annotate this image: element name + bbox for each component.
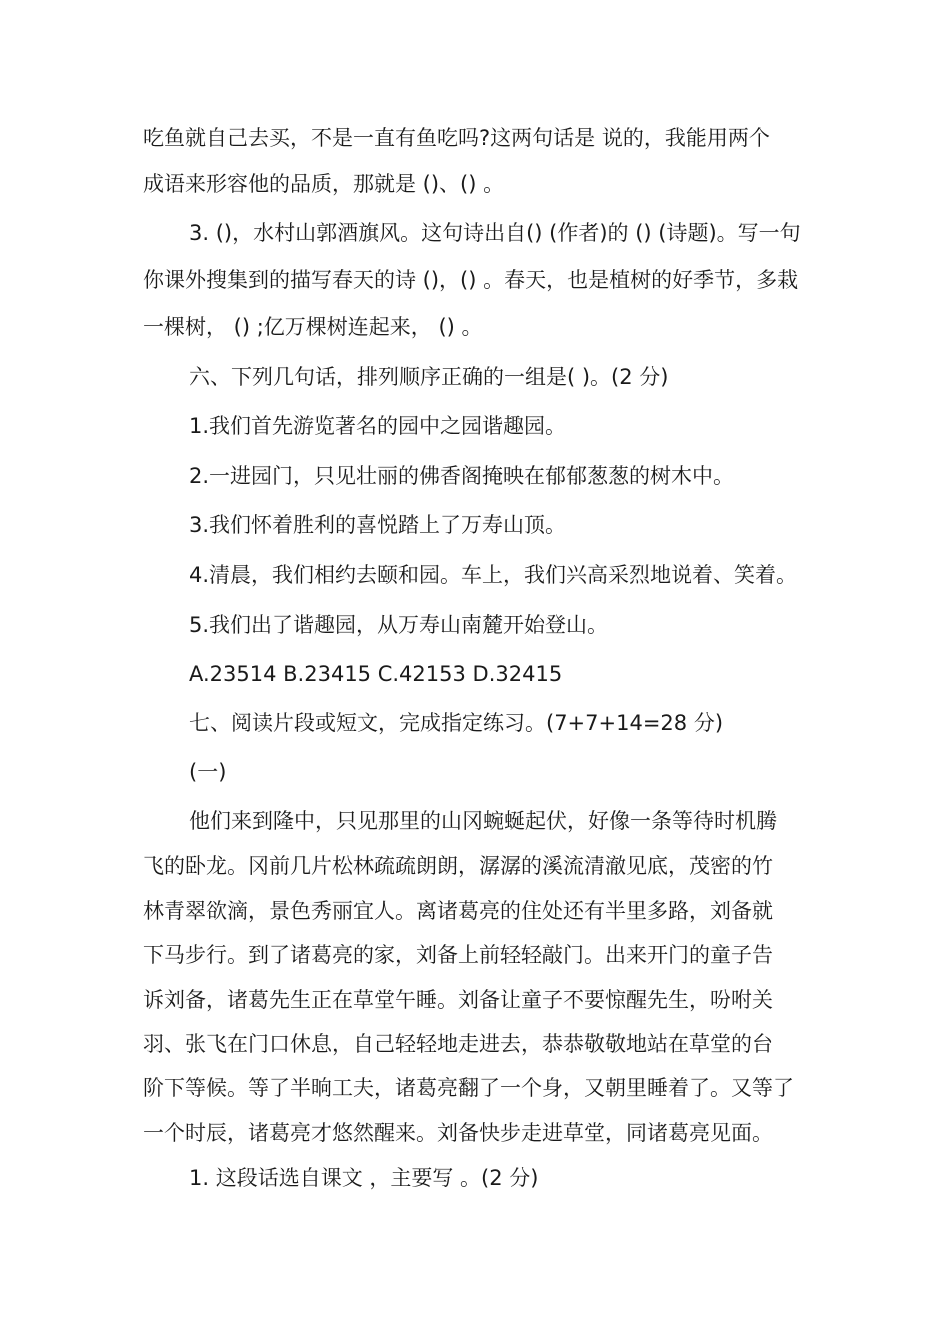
passage-line-7: 阶下等候。等了半晌工夫，诸葛亮翻了一个身，又朝里睡着了。又等了 bbox=[143, 1076, 794, 1100]
passage-line-3: 林青翠欲滴，景色秀丽宜人。离诸葛亮的住处还有半里多路，刘备就 bbox=[143, 899, 773, 923]
passage-question-1: 1. 这段话选自课文 ，主要写 。(2 分) bbox=[189, 1166, 539, 1190]
text-line-continuation-2: 成语来形容他的品质，那就是 ()、() 。 bbox=[143, 172, 505, 196]
section-6-heading: 六、下列几句话，排列顺序正确的一组是( )。(2 分) bbox=[189, 365, 669, 389]
passage-line-6: 羽、张飞在门口休息，自己轻轻地走进去，恭恭敬敬地站在草堂的台 bbox=[143, 1032, 773, 1056]
sentence-4: 4.清晨，我们相约去颐和园。车上，我们兴高采烈地说着、笑着。 bbox=[189, 563, 798, 587]
passage-line-8: 一个时辰，诸葛亮才悠然醒来。刘备快步走进草堂，同诸葛亮见面。 bbox=[143, 1121, 773, 1145]
passage-line-2: 飞的卧龙。冈前几片松林疏疏朗朗，潺潺的溪流清澈见底，茂密的竹 bbox=[143, 854, 773, 878]
sentence-5: 5.我们出了谐趣园，从万寿山南麓开始登山。 bbox=[189, 613, 609, 637]
sentence-3: 3.我们怀着胜利的喜悦踏上了万寿山顶。 bbox=[189, 513, 567, 537]
section-7-heading: 七、阅读片段或短文，完成指定练习。(7+7+14=28 分) bbox=[189, 711, 724, 735]
answer-options: A.23514 B.23415 C.42153 D.32415 bbox=[189, 662, 563, 686]
question-3-line-3: 一棵树， () ;亿万棵树连起来， () 。 bbox=[143, 315, 483, 339]
passage-line-5: 诉刘备，诸葛先生正在草堂午睡。刘备让童子不要惊醒先生，吩咐关 bbox=[143, 988, 773, 1012]
question-3-line-2: 你课外搜集到的描写春天的诗 ()，() 。春天，也是植树的好季节，多栽 bbox=[143, 268, 799, 292]
passage-1-label: (一) bbox=[189, 760, 227, 784]
passage-line-4: 下马步行。到了诸葛亮的家，刘备上前轻轻敲门。出来开门的童子告 bbox=[143, 943, 773, 967]
sentence-2: 2.一进园门，只见壮丽的佛香阁掩映在郁郁葱葱的树木中。 bbox=[189, 464, 735, 488]
question-3-line-1: 3. ()，水村山郭酒旗风。这句诗出自() (作者)的 () (诗题)。写一句 bbox=[189, 221, 801, 245]
passage-line-1: 他们来到隆中，只见那里的山冈蜿蜒起伏，好像一条等待时机腾 bbox=[189, 809, 777, 833]
sentence-1: 1.我们首先游览著名的园中之园谐趣园。 bbox=[189, 414, 567, 438]
text-line-continuation-1: 吃鱼就自己去买，不是一直有鱼吃吗?这两句话是 说的，我能用两个 bbox=[143, 126, 770, 150]
